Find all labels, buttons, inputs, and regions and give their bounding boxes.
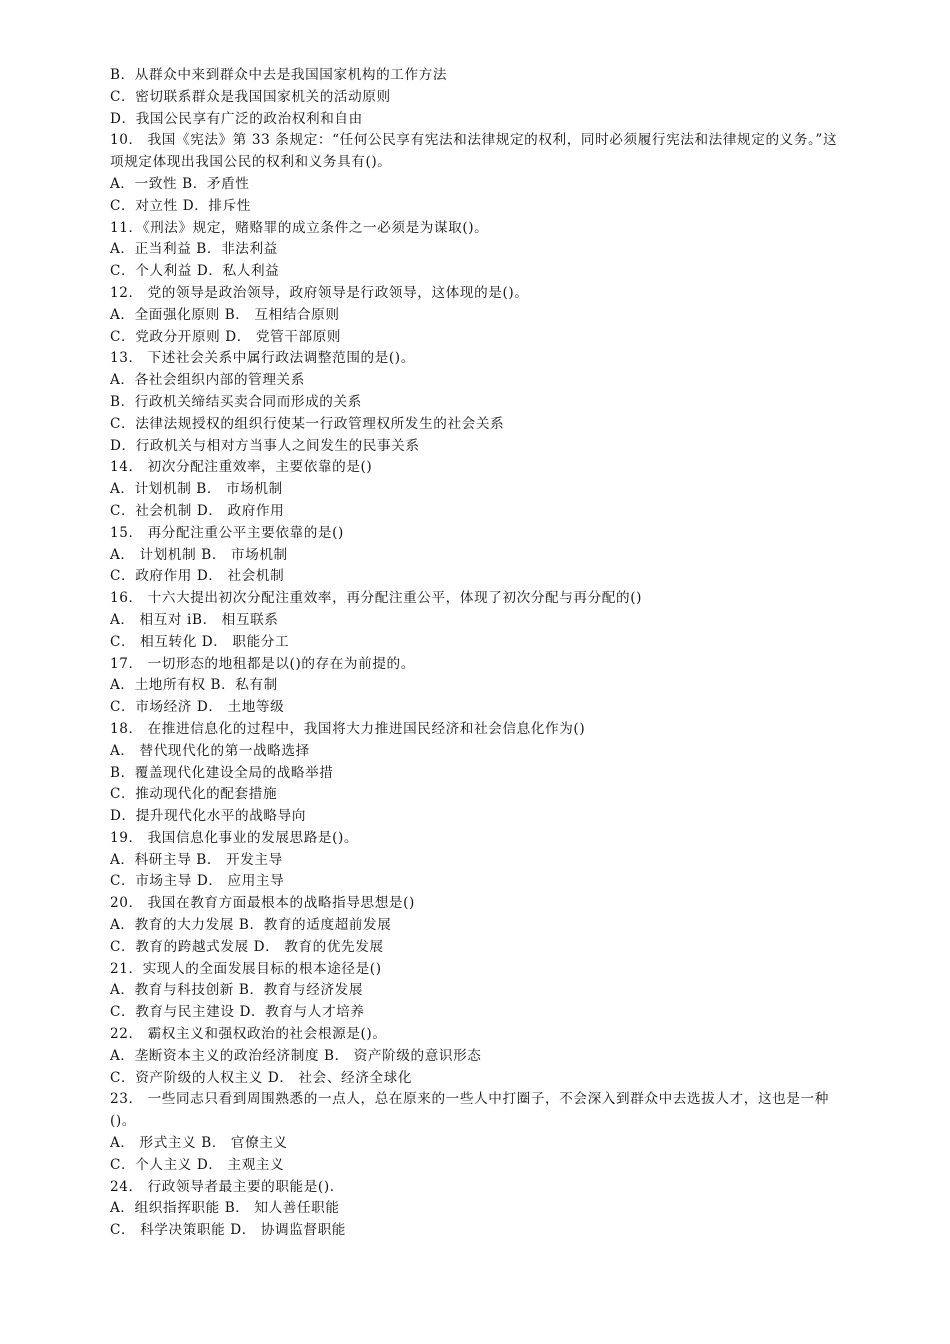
question-23-options-ab: A． 形式主义 B． 官僚主义 [110, 1135, 288, 1152]
question-19-options-ab: A．科研主导 B． 开发主导 [110, 851, 283, 868]
question-12: 12． 党的领导是政治领导，政府领导是行政领导，这体现的是()。 [110, 284, 529, 301]
question-22-options-ab: A．垄断资本主义的政治经济制度 B． 资产阶级的意识形态 [110, 1047, 482, 1064]
question-19: 19． 我国信息化事业的发展思路是()。 [110, 829, 359, 846]
question-19-options-cd: C．市场主导 D． 应用主导 [110, 873, 285, 890]
question-21-options-cd: C．教育与民主建设 D．教育与人才培养 [110, 1004, 365, 1021]
question-21: 21．实现人的全面发展目标的根本途径是() [110, 960, 382, 977]
question-14-options-ab: A．计划机制 B． 市场机制 [110, 481, 283, 498]
question-11-options-cd: C．个人利益 D．私人利益 [110, 263, 280, 280]
question-13: 13． 下述社会关系中属行政法调整范围的是()。 [110, 350, 415, 367]
question-16: 16． 十六大提出初次分配注重效率，再分配注重公平，体现了初次分配与再分配的() [110, 590, 643, 607]
option-d-line: D．我国公民享有广泛的政治权利和自由 [110, 110, 363, 127]
option-b-line: B．从群众中来到群众中去是我国国家机构的工作方法 [110, 67, 448, 83]
question-15-options-cd: C．政府作用 D． 社会机制 [110, 568, 285, 585]
question-14: 14． 初次分配注重效率，主要依靠的是() [110, 459, 373, 476]
question-20: 20． 我国在教育方面最根本的战略指导思想是() [110, 895, 415, 912]
question-24-options-ab: A．组织指挥职能 B． 知人善任职能 [110, 1200, 340, 1217]
question-12-options-cd: C．党政分开原则 D． 党管干部原则 [110, 328, 342, 345]
question-16-options-cd: C． 相互转化 D． 职能分工 [110, 633, 290, 650]
question-13-option-a: A．各社会组织内部的管理关系 [110, 372, 305, 389]
question-16-options-ab: A． 相互对 iB． 相互联系 [110, 611, 279, 628]
question-10-options-cd: C．对立性 D．排斥性 [110, 197, 251, 214]
question-17-options-ab: A．土地所有权 B．私有制 [110, 677, 278, 694]
question-12-options-ab: A．全面强化原则 B． 互相结合原则 [110, 306, 340, 323]
question-15: 15． 再分配注重公平主要依靠的是() [110, 524, 344, 541]
question-18-option-c: C．推动现代化的配套措施 [110, 786, 278, 803]
question-15-options-ab: A． 计划机制 B． 市场机制 [110, 546, 288, 563]
question-20-options-cd: C．教育的跨越式发展 D． 教育的优先发展 [110, 938, 384, 955]
question-18-option-a: A． 替代现代化的第一战略选择 [110, 742, 310, 759]
question-11: 11．《刑法》规定，赌赂罪的成立条件之一必须是为谋取()。 [110, 219, 489, 236]
question-17: 17． 一切形态的地租都是以()的存在为前提的。 [110, 655, 415, 672]
question-18: 18． 在推进信息化的过程中，我国将大力推进国民经济和社会信息化作为() [110, 720, 586, 737]
question-24-options-cd: C． 科学决策职能 D． 协调监督职能 [110, 1222, 346, 1239]
question-13-option-c: C．法律法规授权的组织行使某一行政管理权所发生的社会关系 [110, 415, 505, 432]
question-11-options-ab: A．正当利益 B．非法利益 [110, 241, 278, 258]
question-10: 10． 我国《宪法》第 33 条规定：“任何公民享有宪法和法律规定的权利，同时必须履行宪法和法律规定的义务。”这项规定体现出我国公民的权利和义务具有()。 [110, 132, 838, 171]
question-13-option-d: D．行政机关与相对方当事人之间发生的民事关系 [110, 437, 420, 454]
question-14-options-cd: C．社会机制 D． 政府作用 [110, 502, 285, 519]
option-c-line: C．密切联系群众是我国国家机关的活动原则 [110, 88, 391, 105]
question-24: 24． 行政领导者最主要的职能是(). [110, 1178, 335, 1195]
question-10-options-ab: A．一致性 B．矛盾性 [110, 175, 250, 192]
question-18-option-d: D．提升现代化水平的战略导向 [110, 808, 307, 825]
question-13-option-b: B．行政机关缔结买卖合同而形成的关系 [110, 393, 362, 410]
question-17-options-cd: C．市场经济 D． 土地等级 [110, 699, 285, 716]
question-23-options-cd: C．个人主义 D． 主观主义 [110, 1156, 285, 1173]
question-18-option-b: B．覆盖现代化建设全局的战略举措 [110, 764, 334, 781]
question-23: 23． 一些同志只看到周围熟悉的一点人，总在原来的一些人中打圈子，不会深入到群众中去选拔人才，这也是一种()。 [110, 1091, 829, 1130]
question-22: 22． 霸权主义和强权政治的社会根源是()。 [110, 1026, 387, 1043]
question-20-options-ab: A．教育的大力发展 B．教育的适度超前发展 [110, 917, 392, 934]
question-22-options-cd: C．资产阶级的人权主义 D． 社会、经济全球化 [110, 1069, 413, 1086]
question-21-options-ab: A．教育与科技创新 B．教育与经济发展 [110, 982, 364, 999]
document-page [110, 65, 845, 1242]
